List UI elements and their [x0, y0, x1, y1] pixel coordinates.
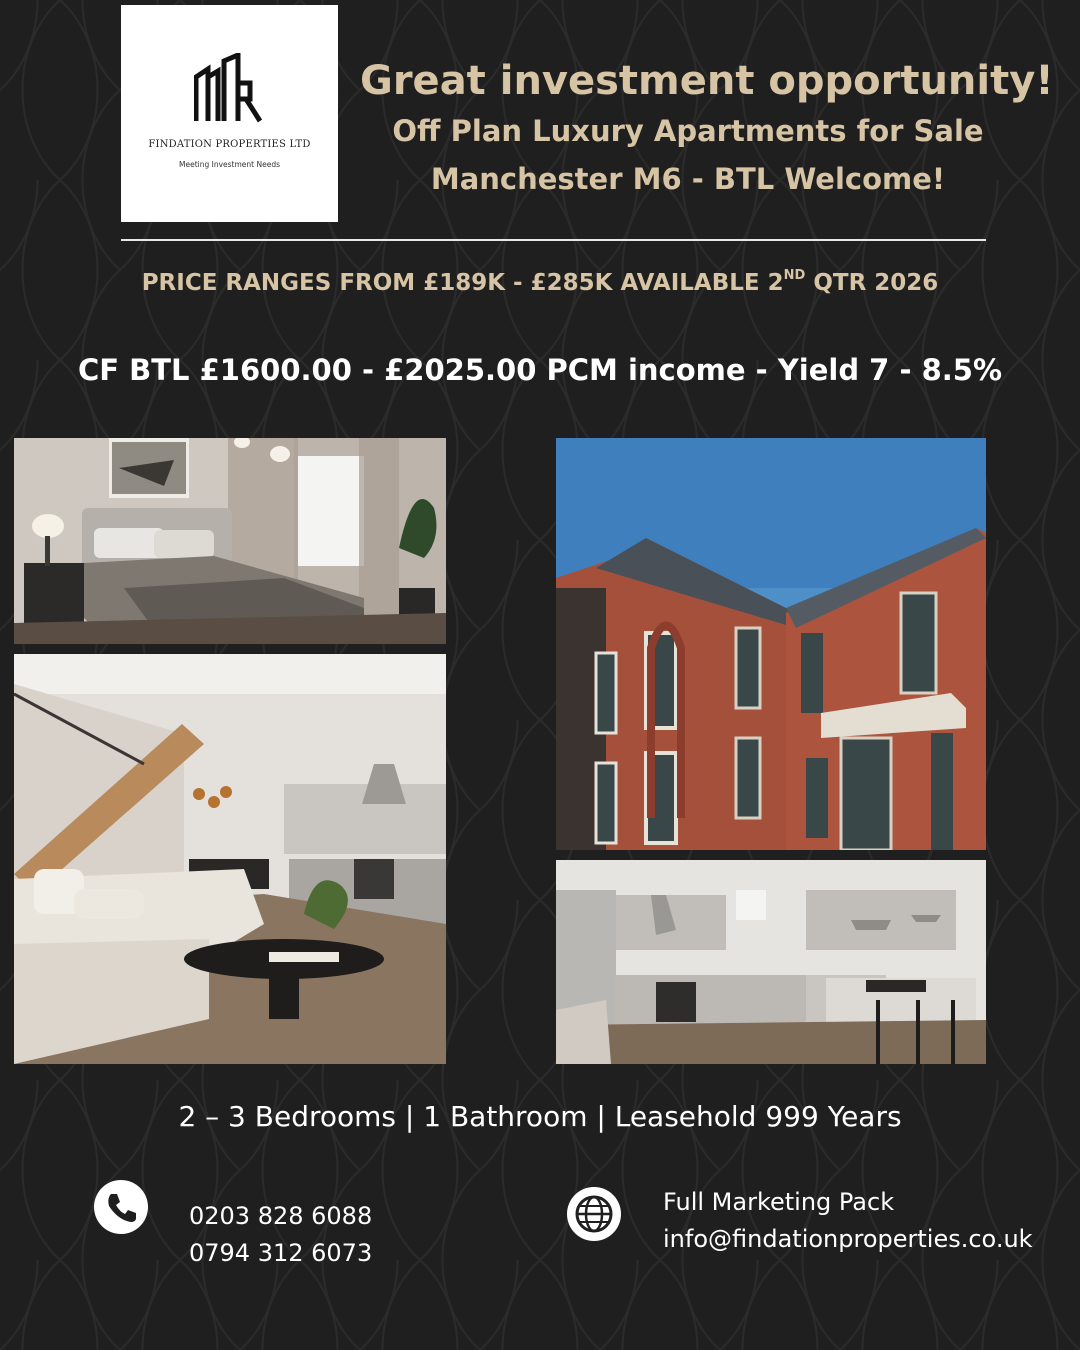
building-exterior-photo: [556, 438, 986, 850]
globe-icon: [567, 1187, 621, 1241]
phone-number-mobile[interactable]: 0794 312 6073: [189, 1239, 373, 1267]
marketing-pack-label: Full Marketing Pack: [663, 1188, 895, 1216]
company-logo: [121, 5, 338, 222]
property-specs: 2 – 3 Bedrooms | 1 Bathroom | Leasehold 999 Years: [178, 1100, 902, 1133]
phone-icon: [94, 1180, 148, 1234]
kitchen-photo: [556, 860, 986, 1064]
living-room-photo: [14, 654, 446, 1064]
logo-tagline: Meeting Investment Needs: [179, 160, 280, 169]
divider-line: [121, 239, 986, 241]
price-text: PRICE RANGES FROM £189K - £285K AVAILABLE 2: [141, 270, 784, 296]
phone-number-landline[interactable]: 0203 828 6088: [189, 1202, 373, 1230]
income-yield: CF BTL £1600.00 - £2025.00 PCM income - Yield 7 - 8.5%: [77, 353, 1003, 387]
price-superscript: ND: [783, 268, 806, 283]
headline-sub: Off Plan Luxury Apartments for Sale: [392, 114, 984, 148]
price-text-end: QTR 2026: [805, 270, 939, 296]
web-contact: [663, 1184, 1033, 1258]
building-icon: [194, 53, 266, 123]
email-address[interactable]: info@findationproperties.co.uk: [663, 1225, 1033, 1253]
price-range: [100, 270, 980, 296]
logo-company-name: FINDATION PROPERTIES LTD: [148, 139, 311, 150]
phone-numbers: [189, 1198, 372, 1272]
headline-main: Great investment opportunity!: [360, 58, 1054, 104]
bedroom-photo: [14, 438, 446, 644]
headline-location: Manchester M6 - BTL Welcome!: [430, 162, 946, 196]
